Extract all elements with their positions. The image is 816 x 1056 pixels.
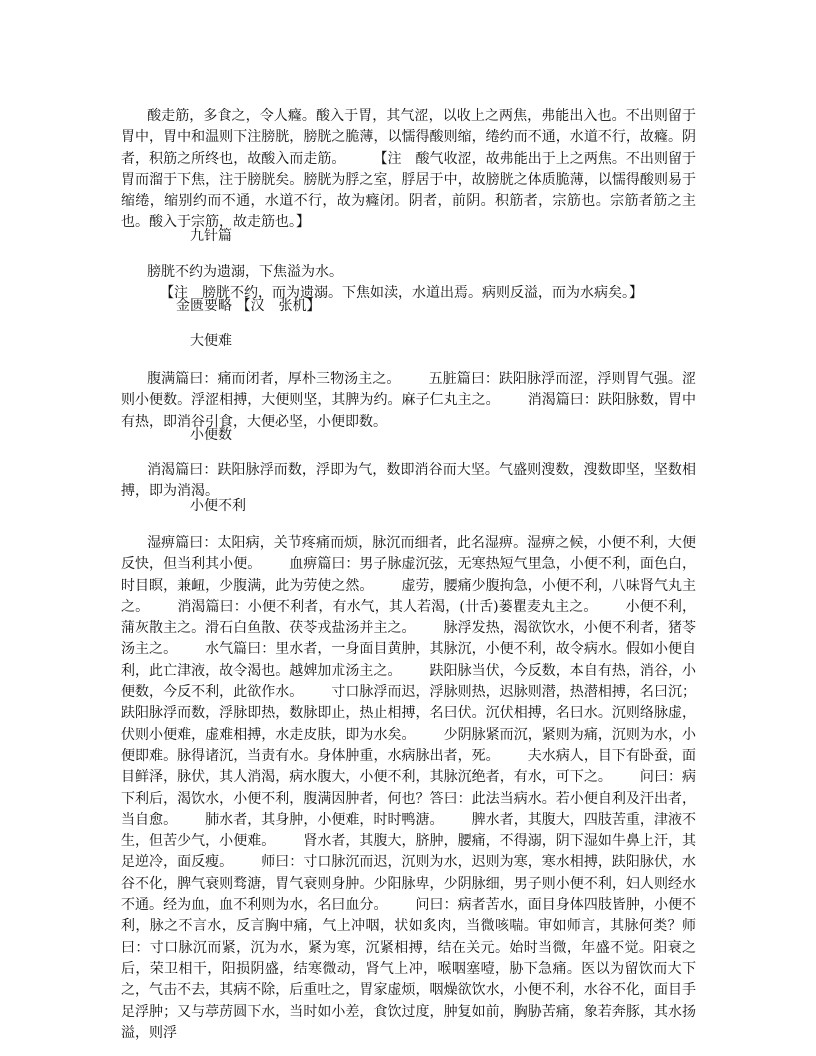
body-text: 虚劳，腰痛少腹拘急，小便不利，八味肾气丸主之。 [121,577,697,615]
body-text: 腹满篇曰：痛而闭者，厚朴三物汤主之。 [147,371,401,387]
section-heading-xiaobian-shu: 小便数 [190,427,232,443]
body-text: 脉浮发热，渴欲饮水，小便不利者，猪苓汤主之。 [121,620,697,658]
body-text: 师曰：寸口脉沉而迟，沉则为水，迟则为寒，寒水相搏，趺阳脉伏，水谷不化，脾气衰则骛溏，胃气衰则身肿。少阳脉卑，少阴脉细，男子则小便不利，妇人则经水不通。经为血，血不利则为水，名曰血分。 [121,854,697,914]
annotation-note: 【注 酸气收涩，故弗能出于上之两焦。不出则留于胃而溜于下焦，注于膀胱矣。膀胱为脬之室，脬居于中，故膀胱之体质脆薄，以懦得酸则易于缩绻，缩别约而不通，水道不行，故为癃闭。阴者，前阴。积筋者，宗筋也。宗筋者筋之主也。酸入于宗筋，故走筋也。】 [121,150,697,231]
body-text: 肾水者，其腹大，脐肿，腰痛，不得溺，阴下湿如牛鼻上汗，其足逆冷，面反瘦。 [121,833,697,871]
body-text: 趺阳脉当伏，今反数，本自有热，消谷，小便数，今反不利，此欲作水。 [121,662,697,701]
body-text: 肺水者，其身肿，小便难，时时鸭溏。 [205,811,444,828]
body-text: 寸口脉浮而迟，浮脉则热，迟脉则潜，热潜相搏，名曰沉；趺阳脉浮而数，浮脉即热，数脉即止，热止相搏，名曰伏。沉伏相搏，名曰水。沉则络脉虚，伏则小便难，虚难相搏，水走皮肤，即为水矣。 [121,684,697,743]
body-text: 少阴脉紧而沉，紧则为痛，沉则为水，小便即难。脉得诸沉，当责有水。身体肿重，水病脉出者，死。 [121,726,697,764]
paragraph-suan-zou-jin [121,106,696,234]
body-text: 问曰：病者苦水，面目身体四肢皆肿，小便不利，脉之不言水，反言胸中痛，气上冲咽，状如炙肉，当微咳喘。审如师言，其脉何类？师曰：寸口脉沉而紧，沉为水，紧为寒，沉紧相搏，结在关元。始时当微，年盛不觉。阳衰之后，荣卫相干，阳损阴盛，结寒微动，肾气上冲，喉咽塞噎，胁下急痛。医以为留饮而大下之，气击不去，其病不除，后重吐之，胃家虚烦，咽燥欲饮水，小便不利，水谷不化，面目手足浮肿；又与葶苈圆下水，当时如小差，食饮过度，肿复如前，胸胁苦痛，象若奔豚，其水扬溢，则浮 [121,897,697,1041]
book-title-jingui-yaolue: 金匮要略 【汉 张机】 [176,298,321,314]
body-text: 五脏篇曰：趺阳脉浮而涩，浮则胃气强。涩则小便数。浮涩相搏，大便则坚，其脾为约。麻子仁丸主之。 [121,371,696,409]
body-text: 血痹篇曰：男子脉虚沉弦，无寒热短气里急，小便不利，面色白，时目瞑，兼衄，少腹满，此为劳使之然。 [121,556,697,594]
paragraph-dabian-nan [121,369,696,433]
section-heading-dabian-nan: 大便难 [190,333,232,349]
body-text: 问曰：病下利后，渴饮水，小便不利，腹满因肿者，何也？答曰：此法当病水。若小便自利及汗出者，当自愈。 [121,769,697,828]
body-text: 脾水者，其腹大，四肢苦重，津液不生，但苦少气，小便难。 [121,811,697,850]
body-text: 消渴篇曰：趺阳脉浮而数，浮即为气，数即消谷而大坚。气盛则溲数，溲数即坚，坚数相搏，即为消渴。 [121,462,696,500]
body-text: 消渴篇曰：小便不利者，有水气，其人若渴，(卄舌)蒌瞿麦丸主之。 [177,598,598,615]
body-text: 酸走筋，多食之，令人癃。酸入于胃，其气涩，以收上之两焦，弗能出入也。不出则留于胃中，胃中和温则下注膀胱，膀胱之脆薄，以懦得酸则缩，绻约而不通，水道不行，故癃。阴者，积筋之所终也，故酸入而走筋。 [121,108,696,167]
body-text: 小便不利，蒲灰散主之。滑石白鱼散、茯苓戎盐汤并主之。 [121,598,697,637]
body-text: 夫水病人，目下有卧蚕，面目鲜泽，脉伏，其人消渴，病水腹大，小便不利，其脉沉绝者，有水，可下之。 [121,747,697,786]
section-heading-jiuzhen: 九针篇 [190,228,232,244]
annotation-note-pangguang: 【注 膀胱不约，而为遗溺。下焦如渎，水道出焉。病则反溢，而为水病矣。】 [160,285,643,301]
paragraph-pangguang: 膀胱不约为遗溺，下焦溢为水。 [147,264,343,280]
body-text: 消渴篇曰：趺阳脉数，胃中有热，即消谷引食，大便必坚，小便即数。 [121,392,697,430]
paragraph-xiaobian-buli [121,533,696,1044]
section-heading-xiaobian-buli: 小便不利 [190,498,246,514]
body-text: 湿痹篇曰：太阳病，关节疼痛而烦，脉沉而细者，此名湿痹。湿痹之候，小便不利，大便反快，但当利其小便。 [121,535,696,573]
body-text: 水气篇曰：里水者，一身面目黄肿，其脉沉，小便不利，故令病水。假如小便自利，此亡津液，故令渴也。越婢加朮汤主之。 [121,641,697,679]
